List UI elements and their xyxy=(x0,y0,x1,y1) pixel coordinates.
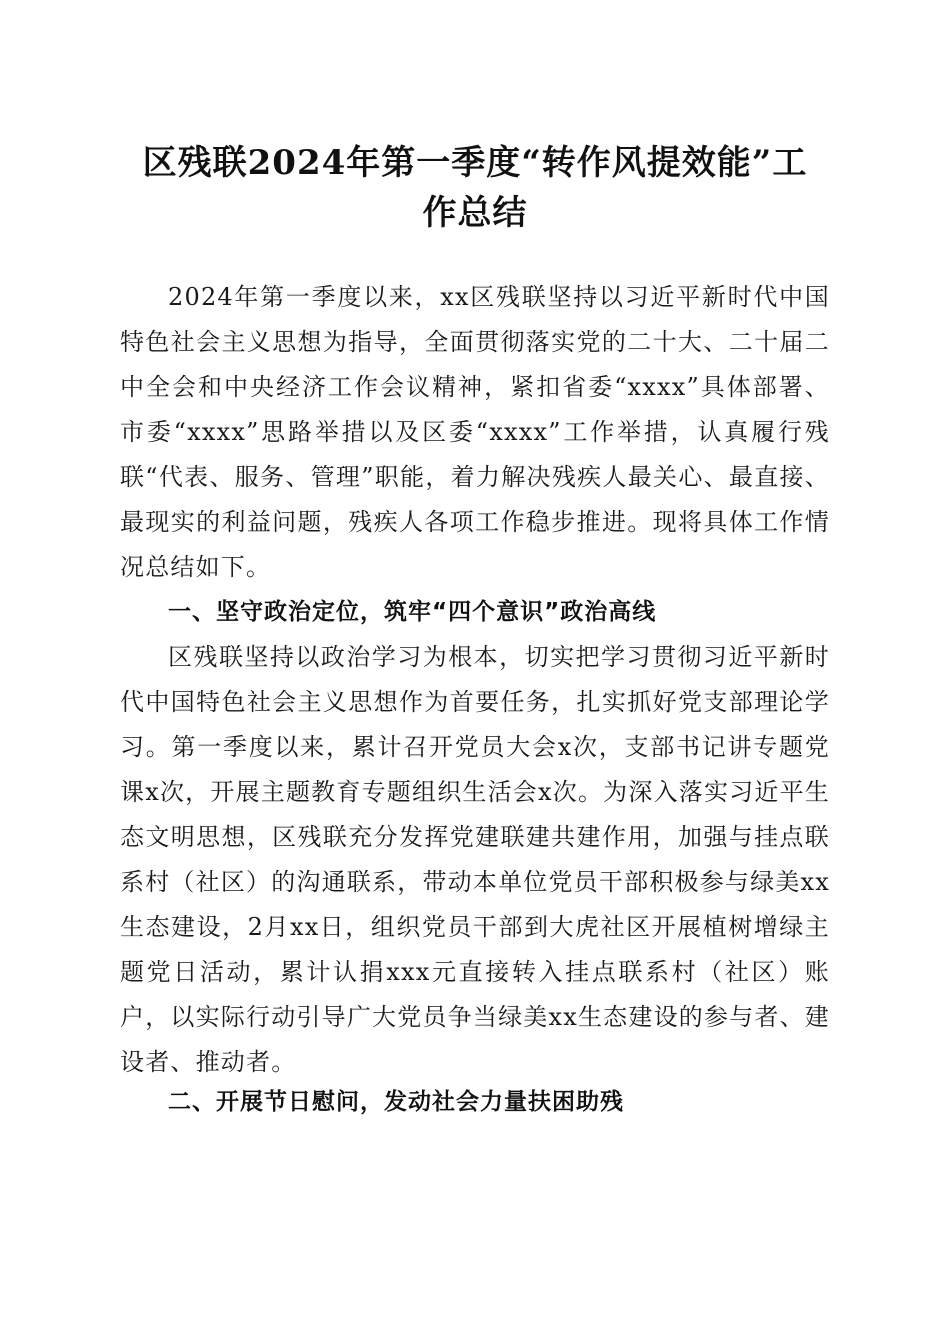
section-heading-1: 一、坚守政治定位，筑牢“四个意识”政治高线 xyxy=(168,599,657,625)
title-line-2: 作总结 xyxy=(422,193,528,233)
section-heading-2: 二、开展节日慰问，发动社会力量扶困助残 xyxy=(168,1089,624,1115)
section-1-paragraph: 区残联坚持以政治学习为根本，切实把学习贯彻习近平新时代中国特色社会主义思想作为首要任务，扎实抓好党支部理论学习。第一季度以来，累计召开党员大会x次，支部书记讲专题党课x次，开展主题教育专题组织生活会x次。为深入落实习近平生态文明思想，区残联充分发挥党建联建共建作用，加强与挂点联系村（社区）的沟通联系，带动本单位党员干部积极参与绿美xx生态建设，2月xx日，组织党员干部到大虎社区开展植树增绿主题党日活动，累计认捐xxx元直接转入挂点联系村（社区）账户，以实际行动引导广大党员争当绿美xx生态建设的参与者、建设者、推动者。 xyxy=(120,643,830,1076)
title-line-1: 区残联2024年第一季度“转作风提效能”工 xyxy=(142,143,808,183)
document-title xyxy=(100,138,850,238)
intro-paragraph: 2024年第一季度以来，xx区残联坚持以习近平新时代中国特色社会主义思想为指导，全面贯彻落实党的二十大、二十届二中全会和中央经济工作会议精神，紧扣省委“xxxx”具体部署、市委“xxxx”思路举措以及区委“xxxx”工作举措，认真履行残联“代表、服务、管理”职能，着力解决残疾人最关心、最直接、最现实的利益问题，残疾人各项工作稳步推进。现将具体工作情况总结如下。 xyxy=(120,283,830,581)
